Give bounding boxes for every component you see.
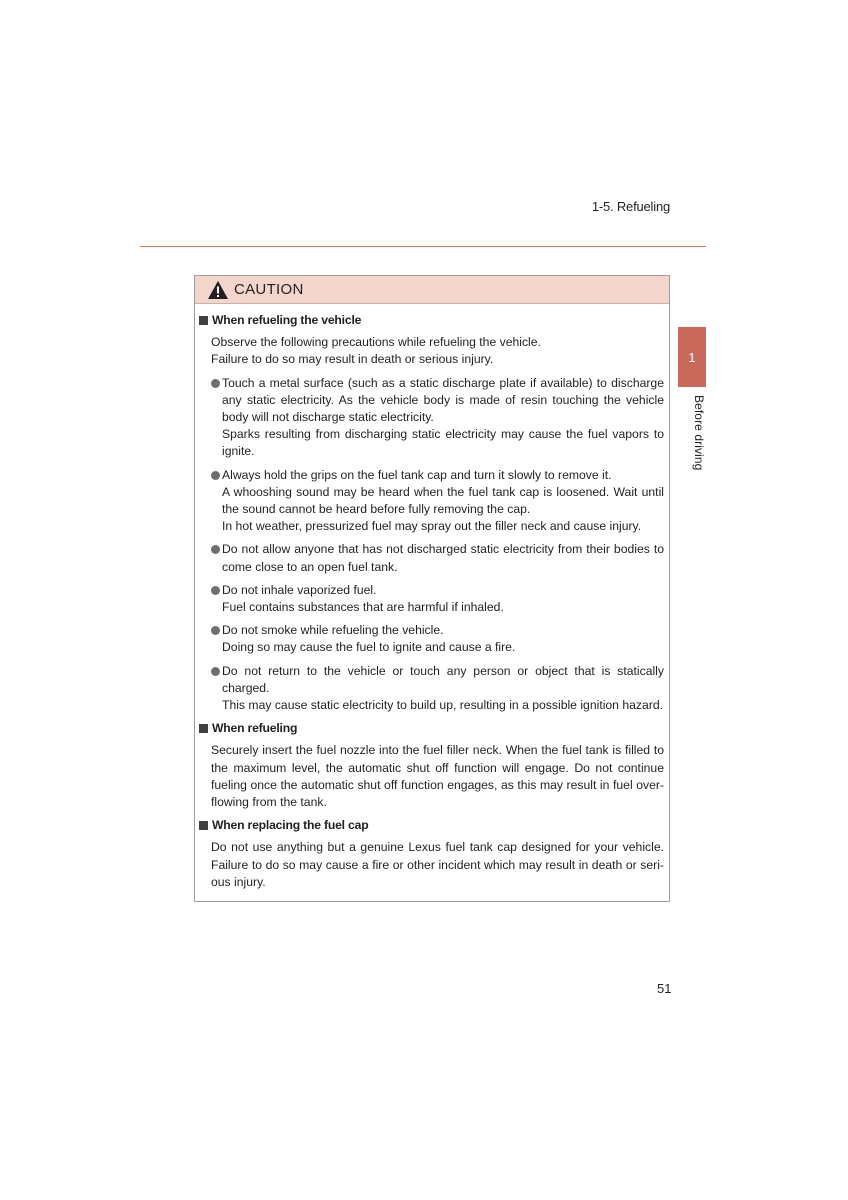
round-bullet-icon xyxy=(211,467,222,536)
round-bullet-icon xyxy=(211,663,222,715)
bullet-text: Do not inhale vaporized fuel. xyxy=(222,582,377,597)
section-paragraph: Do not use anything but a genuine Lexus fuel tank cap designed for your vehicle. Failure to do so may cause a fire or other incident which may result in death or seri-ous injury. xyxy=(211,840,664,889)
square-bullet-icon xyxy=(199,724,208,733)
caution-box xyxy=(194,275,670,902)
chapter-number: 1 xyxy=(688,349,696,365)
round-bullet-icon xyxy=(211,582,222,616)
section-title-text: When replacing the fuel cap xyxy=(212,818,369,833)
square-bullet-icon xyxy=(199,316,208,325)
bullet-item xyxy=(199,541,664,575)
bullet-text: Doing so may cause the fuel to ignite and cause a fire. xyxy=(222,640,516,655)
bullet-item xyxy=(199,467,664,536)
bullet-text: Always hold the grips on the fuel tank cap and turn it slowly to remove it. xyxy=(222,467,612,482)
caution-label: CAUTION xyxy=(234,281,304,298)
bullet-text: Touch a metal surface (such as a static discharge plate if available) to discharge any static electricity. As the vehicle body is made of resin touching the vehicle body will not discharge static electricity. xyxy=(222,375,664,425)
caution-header xyxy=(195,276,669,304)
bullet-text: This may cause static electricity to build up, resulting in a possible ignition hazard. xyxy=(222,698,663,713)
bullet-item xyxy=(199,622,664,656)
bullet-item xyxy=(199,582,664,616)
square-bullet-icon xyxy=(199,821,208,830)
section-title-text: When refueling the vehicle xyxy=(212,313,362,327)
section-title xyxy=(199,312,664,329)
warning-icon xyxy=(207,280,229,300)
section-paragraph: Securely insert the fuel nozzle into the fuel filler neck. When the fuel tank is filled to the maximum level, the automatic shut off function will engage. Do not continue fueling once the automatic shut off function engages, as this may result in fuel over-flowing from the tank. xyxy=(211,743,664,810)
intro-line: Failure to do so may result in death or serious injury. xyxy=(211,352,494,367)
caution-body xyxy=(195,304,669,891)
bullet-text: Do not smoke while refueling the vehicle. xyxy=(222,623,444,638)
intro-line: Observe the following precautions while refueling the vehicle. xyxy=(211,335,541,350)
section-title xyxy=(199,720,664,737)
round-bullet-icon xyxy=(211,622,222,656)
bullet-text: Do not allow anyone that has not discharged static electricity from their bodies to come close to an open fuel tank. xyxy=(222,542,664,574)
intro-paragraph xyxy=(199,334,664,368)
bullet-text: Sparks resulting from discharging static electricity may cause the fuel vapors to ignite. xyxy=(222,427,664,459)
section-title-text: When refueling xyxy=(212,721,298,736)
bullet-text: A whooshing sound may be heard when the fuel tank cap is loosened. Wait until the sound cannot be heard before fully removing the cap. xyxy=(222,484,664,517)
bullet-text: Fuel contains substances that are harmful if inhaled. xyxy=(222,600,504,615)
section-title xyxy=(199,817,664,834)
chapter-tab[interactable] xyxy=(678,327,706,387)
section-header: 1-5. Refueling xyxy=(591,199,670,214)
bullet-item xyxy=(199,663,664,715)
round-bullet-icon xyxy=(211,375,222,461)
header-rule xyxy=(140,246,706,247)
bullet-text: Do not return to the vehicle or touch any person or object that is statically charged. xyxy=(222,663,664,695)
page-number: 51 xyxy=(657,981,672,996)
chapter-title: Before driving xyxy=(692,395,706,471)
bullet-text: In hot weather, pressurized fuel may spray out the filler neck and cause injury. xyxy=(222,519,642,534)
round-bullet-icon xyxy=(211,541,222,575)
bullet-item xyxy=(199,375,664,461)
